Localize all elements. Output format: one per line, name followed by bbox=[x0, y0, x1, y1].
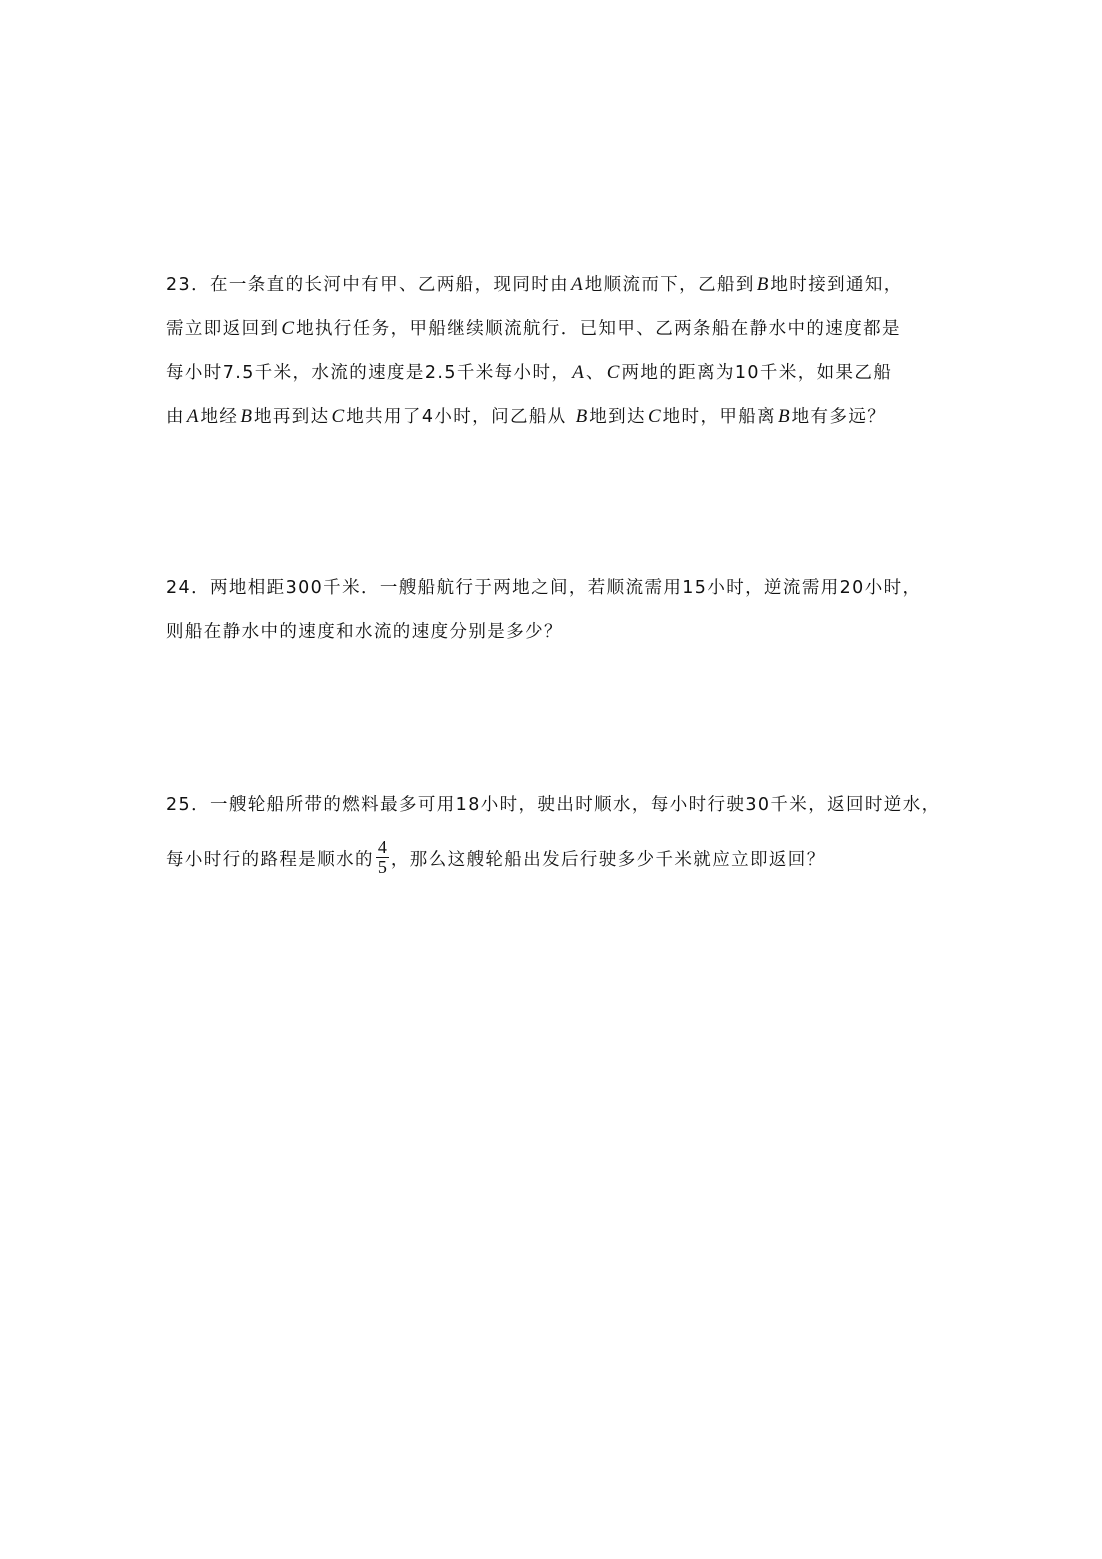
text: 两地的距离为10千米，如果乙船 bbox=[621, 363, 893, 383]
text: 在一条直的长河中有甲、乙两船，现同时由 bbox=[209, 275, 570, 295]
variable-a: A bbox=[186, 406, 199, 427]
text: 一艘轮船所带的燃料最多可用18小时，驶出时顺水，每小时行驶30千米，返回时逆水， bbox=[209, 795, 941, 815]
variable-b: B bbox=[240, 406, 252, 427]
text: 地执行任务，甲船继续顺流航行．已知甲、乙两条船在静水中的速度都是 bbox=[296, 319, 901, 339]
variable-b: B bbox=[756, 274, 769, 295]
problem-23-line-2 bbox=[166, 314, 956, 358]
variable-b: B bbox=[778, 406, 790, 427]
problem-23 bbox=[166, 270, 956, 446]
text: 则船在静水中的速度和水流的速度分别是多少？ bbox=[166, 622, 563, 642]
text: 由 bbox=[166, 407, 185, 427]
fraction-denominator: 5 bbox=[377, 856, 387, 877]
problem-number: 25． bbox=[166, 795, 210, 815]
problem-24 bbox=[166, 573, 956, 661]
fraction-numerator: 4 bbox=[377, 836, 387, 857]
text: 地有多远？ bbox=[791, 407, 887, 427]
text: 地共用了4小时，问乙船从 bbox=[346, 407, 574, 427]
text: 地顺流而下，乙船到 bbox=[584, 275, 755, 295]
variable-b: B bbox=[575, 406, 588, 427]
text: 、 bbox=[585, 363, 605, 383]
problem-25 bbox=[166, 790, 956, 886]
variable-c: C bbox=[281, 318, 295, 339]
problem-25-line-1 bbox=[166, 790, 956, 834]
text: 每小时7.5千米，水流的速度是2.5千米每小时， bbox=[166, 363, 571, 383]
text: 两地相距300千米．一艘船航行于两地之间，若顺流需用15小时，逆流需用20小时， bbox=[209, 578, 922, 598]
problem-23-line-4 bbox=[166, 402, 956, 446]
text: 需立即返回到 bbox=[166, 319, 280, 339]
problem-24-line-2 bbox=[166, 617, 956, 661]
problem-23-line-1 bbox=[166, 270, 956, 314]
fraction bbox=[376, 838, 389, 877]
variable-c: C bbox=[606, 362, 620, 383]
problem-number: 24． bbox=[166, 578, 210, 598]
text: ，那么这艘轮船出发后行驶多少千米就应立即返回？ bbox=[390, 850, 826, 870]
variable-c: C bbox=[647, 406, 661, 427]
text: 地到达 bbox=[589, 407, 646, 427]
text: 地再到达 bbox=[253, 407, 330, 427]
problem-24-line-1 bbox=[166, 573, 956, 617]
variable-c: C bbox=[331, 406, 345, 427]
variable-a: A bbox=[572, 362, 584, 383]
variable-a: A bbox=[571, 274, 583, 295]
problem-25-line-2 bbox=[166, 834, 956, 886]
problem-23-line-3 bbox=[166, 358, 956, 402]
text: 每小时行的路程是顺水的 bbox=[166, 850, 374, 870]
problem-number: 23． bbox=[166, 275, 210, 295]
text: 地时，甲船离 bbox=[662, 407, 777, 427]
text: 地时接到通知， bbox=[770, 275, 903, 295]
text: 地经 bbox=[200, 407, 239, 427]
